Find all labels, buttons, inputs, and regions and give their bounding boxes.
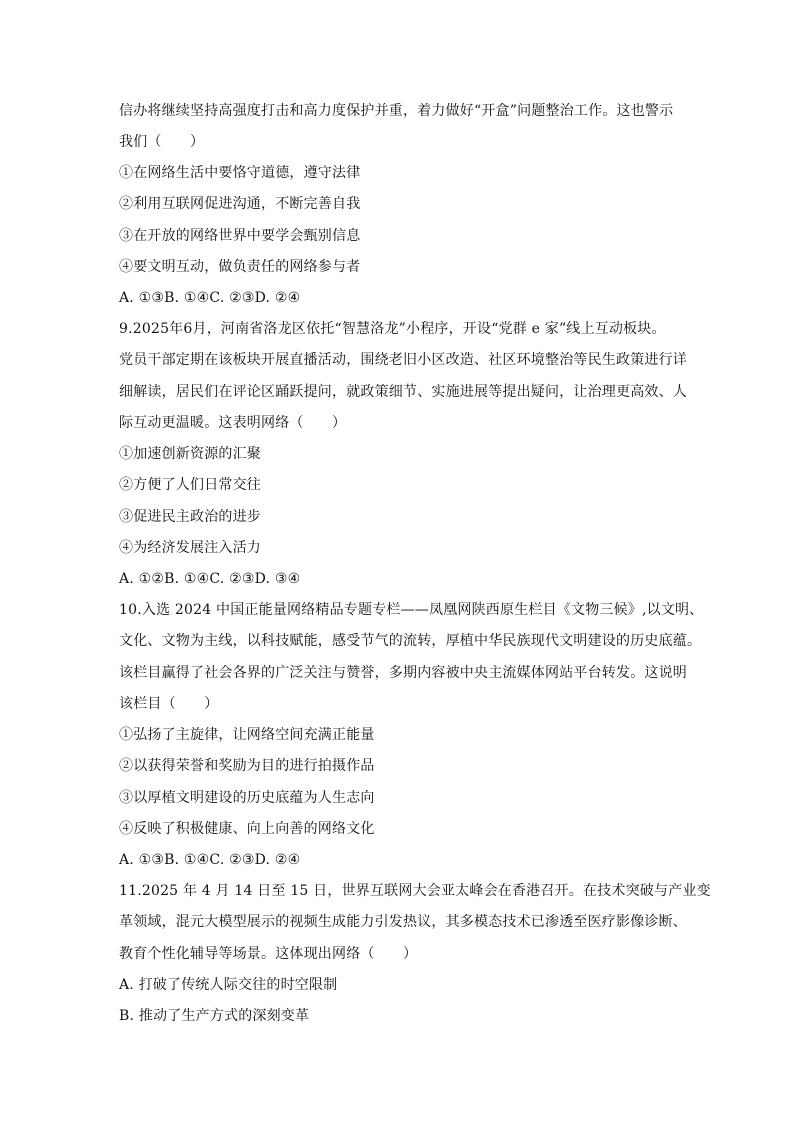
option-line: ②以获得荣誉和奖励为目的进行拍摄作品 <box>119 758 375 774</box>
answer-choices: A. ①②B. ①④C. ②③D. ③④ <box>119 571 301 587</box>
option-line: ③在开放的网络世界中要学会甄别信息 <box>119 228 361 244</box>
option-line: B. 推动了生产方式的深刻变革 <box>119 1008 310 1024</box>
answer-choices: A. ①③B. ①④C. ②③D. ②④ <box>119 852 301 868</box>
text-line: 该栏目赢得了社会各界的广泛关注与赞誉，多期内容被中央主流媒体网站平台转发。这说明 <box>119 665 687 681</box>
option-line: ③促进民主政治的进步 <box>119 509 261 525</box>
option-line: ①弘扬了主旋律，让网络空间充满正能量 <box>119 727 375 743</box>
option-line: A. 打破了传统人际交往的时空限制 <box>119 977 338 993</box>
text-line: 细解读，居民们在评论区踊跃提问，就政策细节、实施进展等提出疑问，让治理更高效、人 <box>119 384 687 400</box>
option-line: ②利用互联网促进沟通，不断完善自我 <box>119 196 361 212</box>
option-line: ④要文明互动，做负责任的网络参与者 <box>119 259 361 275</box>
question-11-text: 11.2025 年 4 月 14 日至 15 日，世界互联网大会亚太峰会在香港召开。在技术突破与产业变 <box>119 883 711 899</box>
text-line: 革领域，混元大模型展示的视频生成能力引发热议，其多模态技术已渗透至医疗影像诊断、 <box>119 914 687 930</box>
option-line: ②方便了人们日常交往 <box>119 477 261 493</box>
option-line: ①加速创新资源的汇聚 <box>119 446 261 462</box>
text-line: 该栏目（ ） <box>119 696 219 712</box>
option-line: ④为经济发展注入活力 <box>119 540 261 556</box>
text-line: 党员干部定期在该板块开展直播活动，围绕老旧小区改造、社区环境整治等民生政策进行详 <box>119 352 687 368</box>
text-line: 际互动更温暖。这表明网络（ ） <box>119 415 347 431</box>
text-line: 教育个性化辅导等场景。这体现出网络（ ） <box>119 946 418 962</box>
option-line: ③以厚植文明建设的历史底蕴为人生志向 <box>119 790 375 806</box>
question-9-text: 9.2025年6月，河南省洛龙区依托“智慧洛龙”小程序，开设“党群 e 家”线上互动板块。 <box>119 321 666 337</box>
text-line: 我们（ ） <box>119 134 205 150</box>
option-line: ①在网络生活中要恪守道德，遵守法律 <box>119 165 361 181</box>
answer-choices: A. ①③B. ①④C. ②③D. ②④ <box>119 290 301 306</box>
option-line: ④反映了积极健康、向上向善的网络文化 <box>119 821 375 837</box>
text-line: 文化、文物为主线，以科技赋能，感受节气的流转，厚植中华民族现代文明建设的历史底蕴。 <box>119 633 702 649</box>
question-10-text: 10.入选 2024 中国正能量网络精品专题专栏——凤凰网陕西原生栏目《文物三候》,以文明、 <box>119 602 704 618</box>
text-line: 信办将继续坚持高强度打击和高力度保护并重，着力做好“开盒”问题整治工作。这也警示 <box>119 103 674 119</box>
